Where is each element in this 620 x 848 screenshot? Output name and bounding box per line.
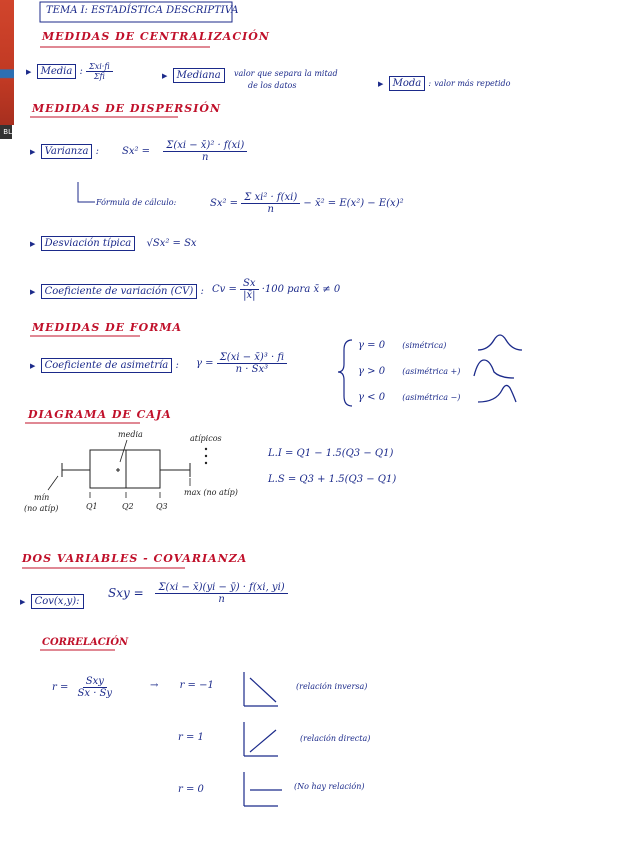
curve-positive — [474, 360, 514, 378]
covarianza-num: Σ(xi − x̄)(yi − ȳ) · f(xi, yi) — [155, 582, 287, 594]
boxplot-media-label: media — [118, 430, 143, 439]
formula-alt-rhs: − x̄² = E(x²) − E(x)² — [303, 198, 404, 209]
heading-correlacion: CORRELACIÓN — [42, 637, 129, 648]
desviacion-row — [30, 236, 197, 251]
formula-alt-label: Fórmula de cálculo: — [96, 198, 177, 207]
cv-den: |x̄| — [243, 290, 256, 301]
box-body — [90, 450, 160, 488]
covarianza-row — [20, 594, 84, 609]
heading-caja: DIAGRAMA DE CAJA — [28, 408, 172, 421]
moda-row: ▶ Moda : valor más repetido — [378, 76, 510, 91]
case-cond: γ > 0 — [358, 366, 386, 377]
limite-inferior: L.I = Q1 − 1.5(Q3 − Q1) — [268, 448, 394, 459]
case-cond: γ < 0 — [358, 392, 386, 403]
varianza-den: n — [202, 152, 209, 163]
correlacion-desc-2: (No hay relación) — [294, 782, 365, 791]
covarianza-den: n — [218, 594, 225, 605]
correlacion-case-0: → r = −1 — [150, 680, 214, 691]
media-fraction — [86, 62, 113, 81]
varianza-label: Varianza — [41, 144, 93, 159]
line-direct — [250, 730, 276, 752]
calc-bracket — [78, 182, 95, 202]
cv-lhs: Cv = — [212, 284, 237, 295]
curve-negative — [478, 385, 516, 402]
correlacion-desc-1: (relación directa) — [300, 734, 371, 743]
covarianza-formula — [108, 582, 288, 605]
asimetria-formula — [196, 352, 287, 375]
heading-dispersion: MEDIDAS DE DISPERSIÓN — [32, 102, 221, 115]
varianza-num: Σ(xi − x̄)² · f(xi) — [163, 140, 247, 152]
asimetria-case-2 — [358, 392, 460, 403]
correlacion-formula — [52, 676, 112, 699]
mediana-desc-1: valor que separa la mitad — [234, 69, 338, 78]
formula-alt-num: Σ xi² · f(xi) — [241, 192, 300, 204]
boxplot-q3: Q3 — [156, 502, 168, 511]
cv-label: Coeficiente de variación (CV) — [41, 284, 198, 299]
media-row: ▶ Media : $\frac{\text{Σxi·fi}}{\text{Σfi}}$ — [26, 62, 113, 81]
boxplot-min-label: mín — [34, 493, 50, 502]
correlacion-num: Sxy — [83, 676, 107, 688]
cv-formula — [212, 278, 340, 301]
asimetria-row: ▶ Coeficiente de asimetría : — [30, 358, 179, 373]
mediana-desc-2: de los datos — [248, 81, 297, 90]
heading-centralizacion: MEDIDAS DE CENTRALIZACIÓN — [42, 30, 270, 43]
moda-desc: valor más repetido — [434, 79, 511, 88]
correlacion-case-1: r = 1 — [178, 732, 204, 743]
formula-alt-lhs: Sx² = — [210, 198, 239, 209]
curve-symmetric — [478, 335, 522, 350]
boxplot-atipicos-label: atípicos — [190, 434, 222, 443]
heading-covarianza: DOS VARIABLES - COVARIANZA — [22, 552, 248, 565]
correlacion-lhs: r = — [52, 682, 69, 693]
formula-alt-den: n — [267, 204, 274, 215]
mediana-desc — [234, 68, 338, 92]
correlacion-desc-0: (relación inversa) — [296, 682, 368, 691]
cv-num: Sx — [240, 278, 259, 290]
boxplot-max-label: max (no atíp) — [184, 488, 238, 497]
media-num: Σxi·fi — [86, 62, 113, 72]
media-den: Σfi — [93, 72, 105, 81]
correlacion-den: Sx · Sy — [77, 688, 113, 699]
desviacion-formula: √Sx² = Sx — [146, 238, 197, 249]
asimetria-den: n · Sx³ — [235, 364, 269, 375]
book-cover-label: BL — [0, 125, 12, 139]
boxplot-min-sub: (no atíp) — [24, 504, 59, 513]
case-desc: (simétrica) — [402, 341, 447, 350]
case-desc: (asimétrica −) — [402, 393, 461, 402]
asimetria-num: Σ(xi − x̄)³ · fi — [217, 352, 287, 364]
covarianza-label: Cov(x,y): — [31, 594, 84, 609]
varianza-lhs: Sx² = — [122, 146, 151, 157]
boxplot-min — [24, 492, 58, 514]
asimetria-label: Coeficiente de asimetría — [41, 358, 173, 373]
boxplot-q1: Q1 — [86, 502, 98, 511]
formula-alt — [210, 192, 404, 215]
varianza-formula — [122, 140, 247, 163]
page-title: TEMA I: ESTADÍSTICA DESCRIPTIVA — [46, 5, 239, 16]
varianza-row: ▶ Varianza : — [30, 144, 99, 159]
line-inverse — [250, 678, 276, 702]
media-label: Media — [37, 64, 77, 79]
mediana-label: Mediana — [173, 68, 225, 83]
covarianza-lhs: Sxy = — [108, 586, 144, 600]
cv-rhs: ·100 para x̄ ≠ 0 — [261, 284, 341, 295]
case-desc: (asimétrica +) — [402, 367, 461, 376]
desviacion-label: Desviación típica — [41, 236, 136, 251]
case-cond: γ = 0 — [358, 340, 386, 351]
limite-superior: L.S = Q3 + 1.5(Q3 − Q1) — [268, 474, 397, 485]
asimetria-lhs: γ = — [196, 358, 214, 369]
boxplot-q2: Q2 — [122, 502, 134, 511]
asimetria-case-1 — [358, 366, 460, 377]
cases-brace — [338, 340, 352, 406]
correlacion-case-2: r = 0 — [178, 784, 204, 795]
case-cond: r = −1 — [179, 680, 214, 691]
cv-row: ▶ Coeficiente de variación (CV) : — [30, 284, 204, 299]
asimetria-case-0 — [358, 340, 446, 351]
moda-label: Moda — [389, 76, 426, 91]
mediana-row — [162, 68, 225, 83]
heading-forma: MEDIDAS DE FORMA — [32, 321, 183, 334]
